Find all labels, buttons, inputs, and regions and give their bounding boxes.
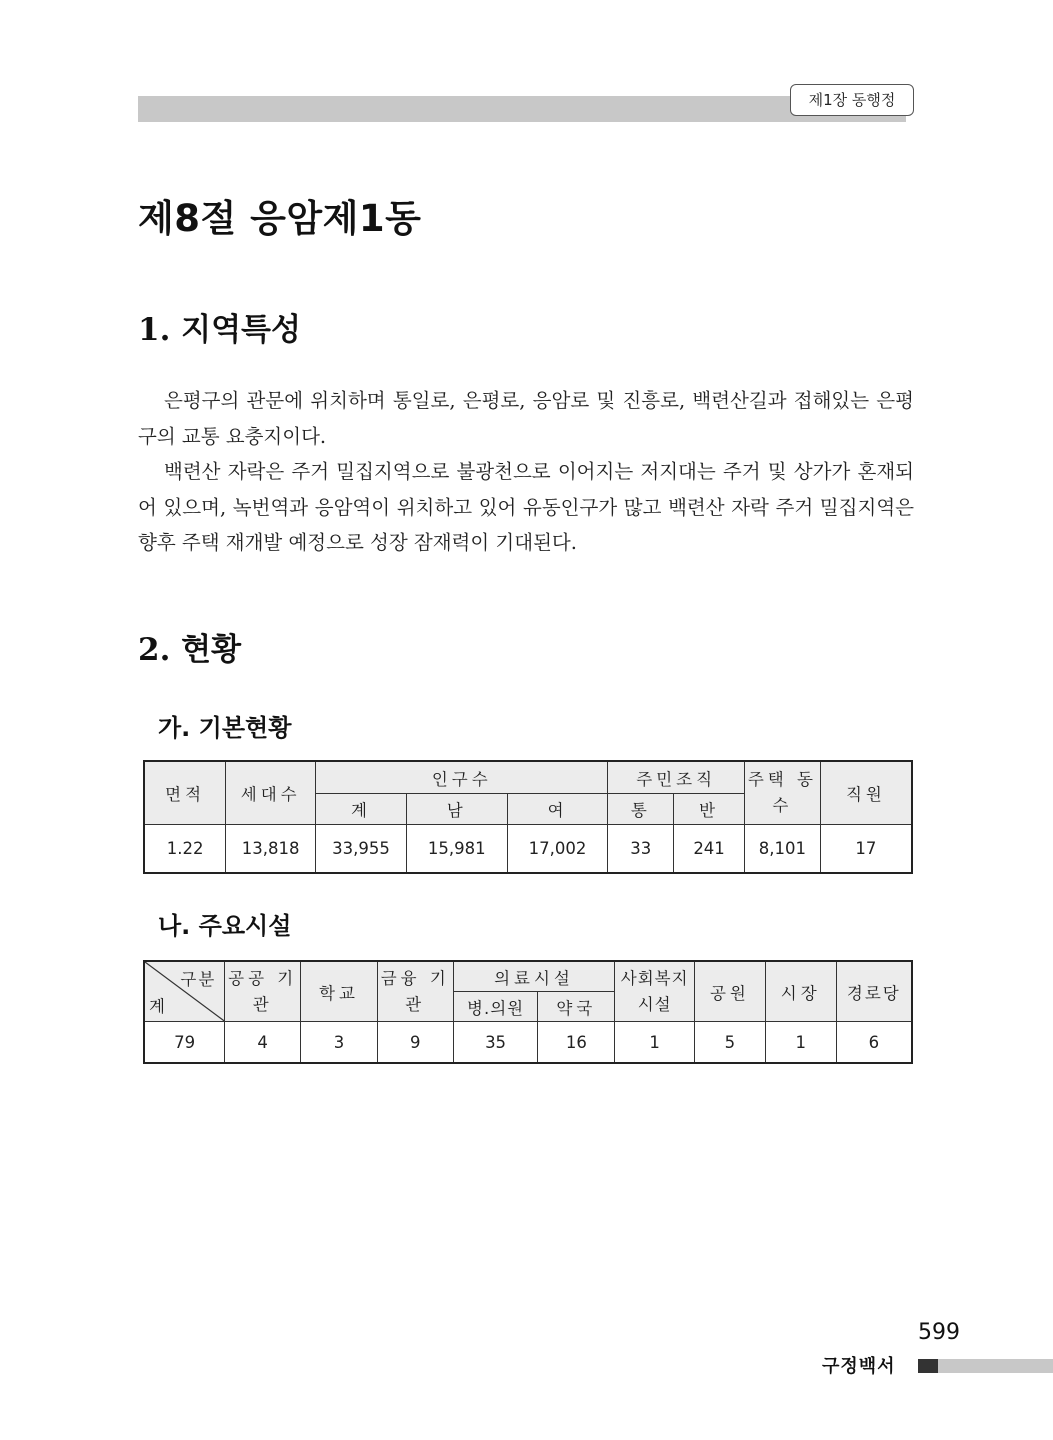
cell-pop-male: 15,981 bbox=[406, 825, 507, 874]
paragraph: 은평구의 관문에 위치하며 통일로, 은평로, 응암로 및 진흥로, 백련산길과 접해있는 은평구의 교통 요충지이다. bbox=[138, 389, 914, 448]
header-staff: 직원 bbox=[820, 761, 912, 825]
cell-market: 1 bbox=[765, 1022, 836, 1064]
subheading-major-facilities: 나. 주요시설 bbox=[158, 912, 292, 940]
header-pop-male: 남 bbox=[406, 794, 507, 825]
cell-school: 3 bbox=[301, 1022, 378, 1064]
header-pharmacy: 약국 bbox=[538, 992, 615, 1022]
table-row bbox=[144, 825, 912, 874]
footer-bar-dark bbox=[918, 1359, 938, 1373]
cell-households: 13,818 bbox=[226, 825, 316, 874]
page-number: 599 bbox=[918, 1320, 960, 1345]
header-residents-org: 주민조직 bbox=[608, 761, 745, 794]
cell-total: 79 bbox=[144, 1022, 225, 1064]
header-school: 학교 bbox=[301, 961, 378, 1022]
header-finance: 금융 기관 bbox=[377, 961, 453, 1022]
header-category: 구분 bbox=[180, 970, 217, 989]
header-housing: 주택 동수 bbox=[744, 761, 820, 825]
cell-staff: 17 bbox=[820, 825, 912, 874]
body-text bbox=[138, 383, 914, 561]
header-tong: 통 bbox=[608, 794, 674, 825]
cell-ban: 241 bbox=[674, 825, 745, 874]
book-title: 구정백서 bbox=[822, 1356, 896, 1377]
cell-pharmacy: 16 bbox=[538, 1022, 615, 1064]
cell-area: 1.22 bbox=[144, 825, 226, 874]
cell-pop-total: 33,955 bbox=[316, 825, 407, 874]
heading-current-status: 2. 현황 bbox=[138, 632, 242, 668]
cell-park: 5 bbox=[695, 1022, 766, 1064]
basic-status-table bbox=[143, 760, 913, 874]
cell-tong: 33 bbox=[608, 825, 674, 874]
header-area: 면적 bbox=[144, 761, 226, 825]
header-ban: 반 bbox=[674, 794, 745, 825]
header-medical: 의료시설 bbox=[453, 961, 615, 992]
subheading-basic-status: 가. 기본현황 bbox=[158, 714, 292, 742]
header-total: 계 bbox=[149, 997, 169, 1016]
chapter-tab: 제1장 동행정 bbox=[790, 84, 914, 116]
cell-finance: 9 bbox=[377, 1022, 453, 1064]
section-title: 제8절 응암제1동 bbox=[138, 197, 422, 240]
header-senior: 경로당 bbox=[836, 961, 912, 1022]
header-pop-total: 계 bbox=[316, 794, 407, 825]
header-population: 인구수 bbox=[316, 761, 608, 794]
cell-senior: 6 bbox=[836, 1022, 912, 1064]
heading-regional-characteristics: 1. 지역특성 bbox=[138, 312, 301, 348]
header-category-diagonal bbox=[144, 961, 225, 1022]
header-hospital: 병.의원 bbox=[453, 992, 538, 1022]
table-row bbox=[144, 1022, 912, 1064]
cell-welfare: 1 bbox=[615, 1022, 695, 1064]
footer-bar-light bbox=[938, 1359, 1053, 1373]
facilities-table bbox=[143, 960, 913, 1064]
header-welfare: 사회복지 시설 bbox=[615, 961, 695, 1022]
header-public: 공공 기관 bbox=[225, 961, 301, 1022]
cell-pop-female: 17,002 bbox=[507, 825, 608, 874]
header-park: 공원 bbox=[695, 961, 766, 1022]
cell-hospital: 35 bbox=[453, 1022, 538, 1064]
header-market: 시장 bbox=[765, 961, 836, 1022]
header-households: 세대수 bbox=[226, 761, 316, 825]
paragraph: 백련산 자락은 주거 밀집지역으로 불광천으로 이어지는 저지대는 주거 및 상가가 혼재되어 있으며, 녹번역과 응암역이 위치하고 있어 유동인구가 많고 백련산 자락 주거 밀집지역은 향후 주택 재개발 예정으로 성장 잠재력이 기대된다. bbox=[138, 460, 914, 554]
header-pop-female: 여 bbox=[507, 794, 608, 825]
cell-housing: 8,101 bbox=[744, 825, 820, 874]
cell-public: 4 bbox=[225, 1022, 301, 1064]
